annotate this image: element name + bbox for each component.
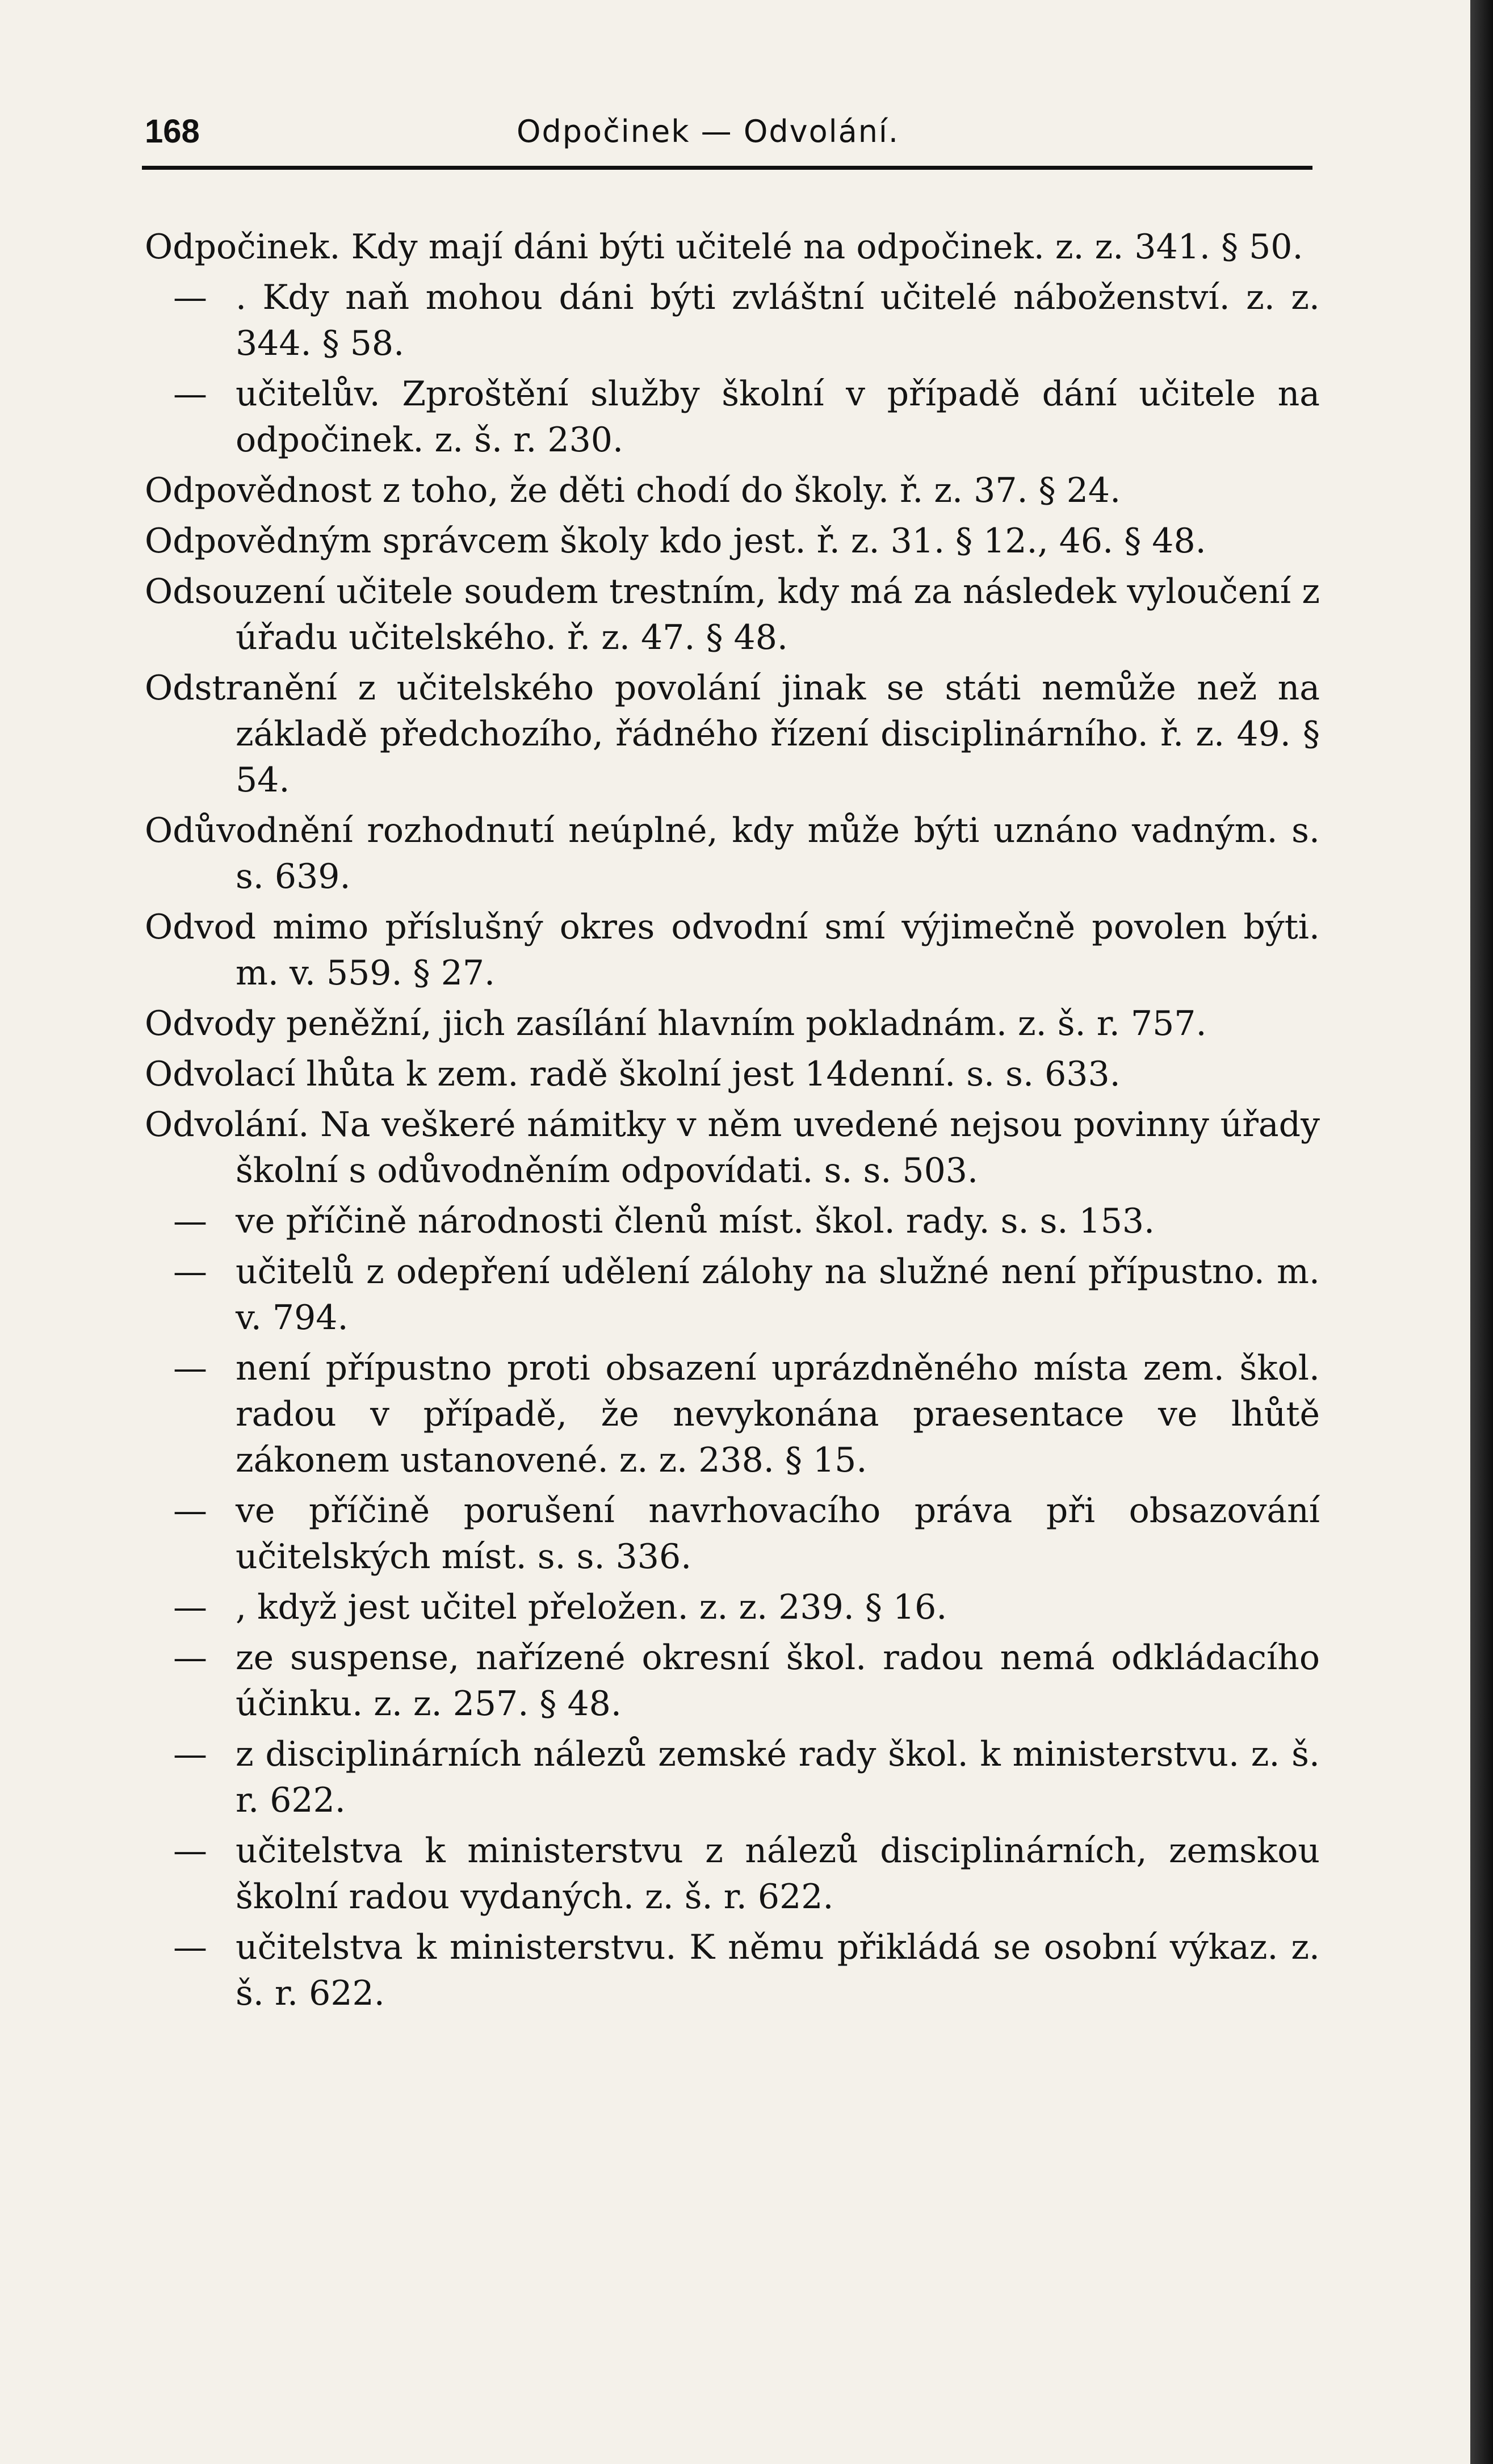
index-entry [145, 1102, 1320, 1194]
index-subentry [145, 1635, 1320, 1727]
entry-text: Odvody peněžní, jich zasílání hlavním pokladnám. z. š. r. 757. [145, 1004, 1207, 1044]
entry-dash: — [173, 1587, 207, 1627]
entry-text: Odvolací lhůta k zem. radě školní jest 14denní. s. s. 633. [145, 1054, 1121, 1094]
page-edge-shadow [1470, 0, 1493, 2464]
header-rule [142, 166, 1312, 170]
index-subentry [145, 275, 1320, 367]
index-subentry [145, 1585, 1320, 1631]
entry-text: není přípustno proti obsazení uprázdněného místa zem. škol. radou v případě, že nevykonána praesentace ve lhůtě zákonem ustanovené. z. z. 238. § 15. [236, 1348, 1320, 1480]
index-entry [145, 468, 1320, 514]
entry-dash: — [173, 1927, 207, 1967]
index-subentry [145, 1249, 1320, 1341]
entry-dash: — [173, 278, 207, 317]
entry-dash: — [173, 1348, 207, 1388]
entry-text: Odpovědným správcem školy kdo jest. ř. z. 31. § 12., 46. § 48. [145, 521, 1206, 561]
entry-dash: — [173, 1831, 207, 1871]
index-subentry [145, 1199, 1320, 1244]
index-subentry [145, 371, 1320, 463]
entry-text: Odůvodnění rozhodnutí neúplné, kdy může býti uznáno vadným. s. s. 639. [145, 811, 1320, 896]
entry-text: Odpovědnost z toho, že děti chodí do školy. ř. z. 37. § 24. [145, 471, 1121, 510]
entry-text: ve příčině porušení navrhovacího práva při obsazování učitelských míst. s. s. 336. [236, 1491, 1320, 1577]
entry-dash: — [173, 1201, 207, 1241]
entry-text: z disciplinárních nálezů zemské rady škol. k ministerstvu. z. š. r. 622. [236, 1734, 1320, 1820]
entry-text: Odsouzení učitele soudem trestním, kdy má za následek vyloučení z úřadu učitelského. ř. z. 47. § 48. [145, 572, 1320, 657]
entry-text: . Kdy naň mohou dáni býti zvláštní učitelé náboženství. z. z. 344. § 58. [236, 278, 1320, 363]
index-entry [145, 1051, 1320, 1097]
page-number: 168 [145, 113, 200, 150]
index-subentry [145, 1346, 1320, 1484]
index-entry [145, 808, 1320, 900]
index-entry [145, 224, 1320, 270]
index-entry [145, 904, 1320, 996]
index-subentry [145, 1488, 1320, 1580]
entry-dash: — [173, 1252, 207, 1292]
entry-text: Odpočinek. Kdy mají dáni býti učitelé na odpočinek. z. z. 341. § 50. [145, 227, 1303, 267]
index-subentry [145, 1828, 1320, 1920]
entry-text: učitelů z odepření udělení zálohy na služné není přípustno. m. v. 794. [236, 1252, 1320, 1338]
entry-dash: — [173, 1638, 207, 1678]
entry-dash: — [173, 1734, 207, 1774]
entry-text: učitelstva k ministerstvu z nálezů disciplinárních, zemskou školní radou vydaných. z. š. r. 622. [236, 1831, 1320, 1917]
index-entry [145, 569, 1320, 661]
index-subentry [145, 1732, 1320, 1824]
index-entry [145, 1001, 1320, 1047]
index-entries [145, 224, 1320, 2021]
entry-text: ve příčině národnosti členů míst. škol. rady. s. s. 153. [236, 1201, 1155, 1241]
index-subentry [145, 1925, 1320, 2017]
page-header [145, 101, 1309, 169]
running-title: Odpočinek — Odvolání. [517, 114, 900, 149]
entry-text: Odvod mimo příslušný okres odvodní smí výjimečně povolen býti. m. v. 559. § 27. [145, 907, 1320, 993]
index-entry [145, 665, 1320, 803]
index-entry [145, 518, 1320, 564]
entry-text: , když jest učitel přeložen. z. z. 239. § 16. [236, 1587, 947, 1627]
entry-text: ze suspense, nařízené okresní škol. radou nemá odkládacího účinku. z. z. 257. § 48. [236, 1638, 1320, 1724]
entry-text: Odvolání. Na veškeré námitky v něm uvedené nejsou povinny úřady školní s odůvodněním odpovídati. s. s. 503. [145, 1105, 1320, 1191]
entry-dash: — [173, 1491, 207, 1531]
entry-text: učitelův. Zproštění služby školní v případě dání učitele na odpočinek. z. š. r. 230. [236, 374, 1320, 460]
entry-text: učitelstva k ministerstvu. K němu přikládá se osobní výkaz. z. š. r. 622. [236, 1927, 1320, 2013]
entry-text: Odstranění z učitelského povolání jinak se státi nemůže než na základě předchozího, řádného řízení disciplinárního. ř. z. 49. § 54. [145, 668, 1320, 800]
entry-dash: — [173, 374, 207, 414]
